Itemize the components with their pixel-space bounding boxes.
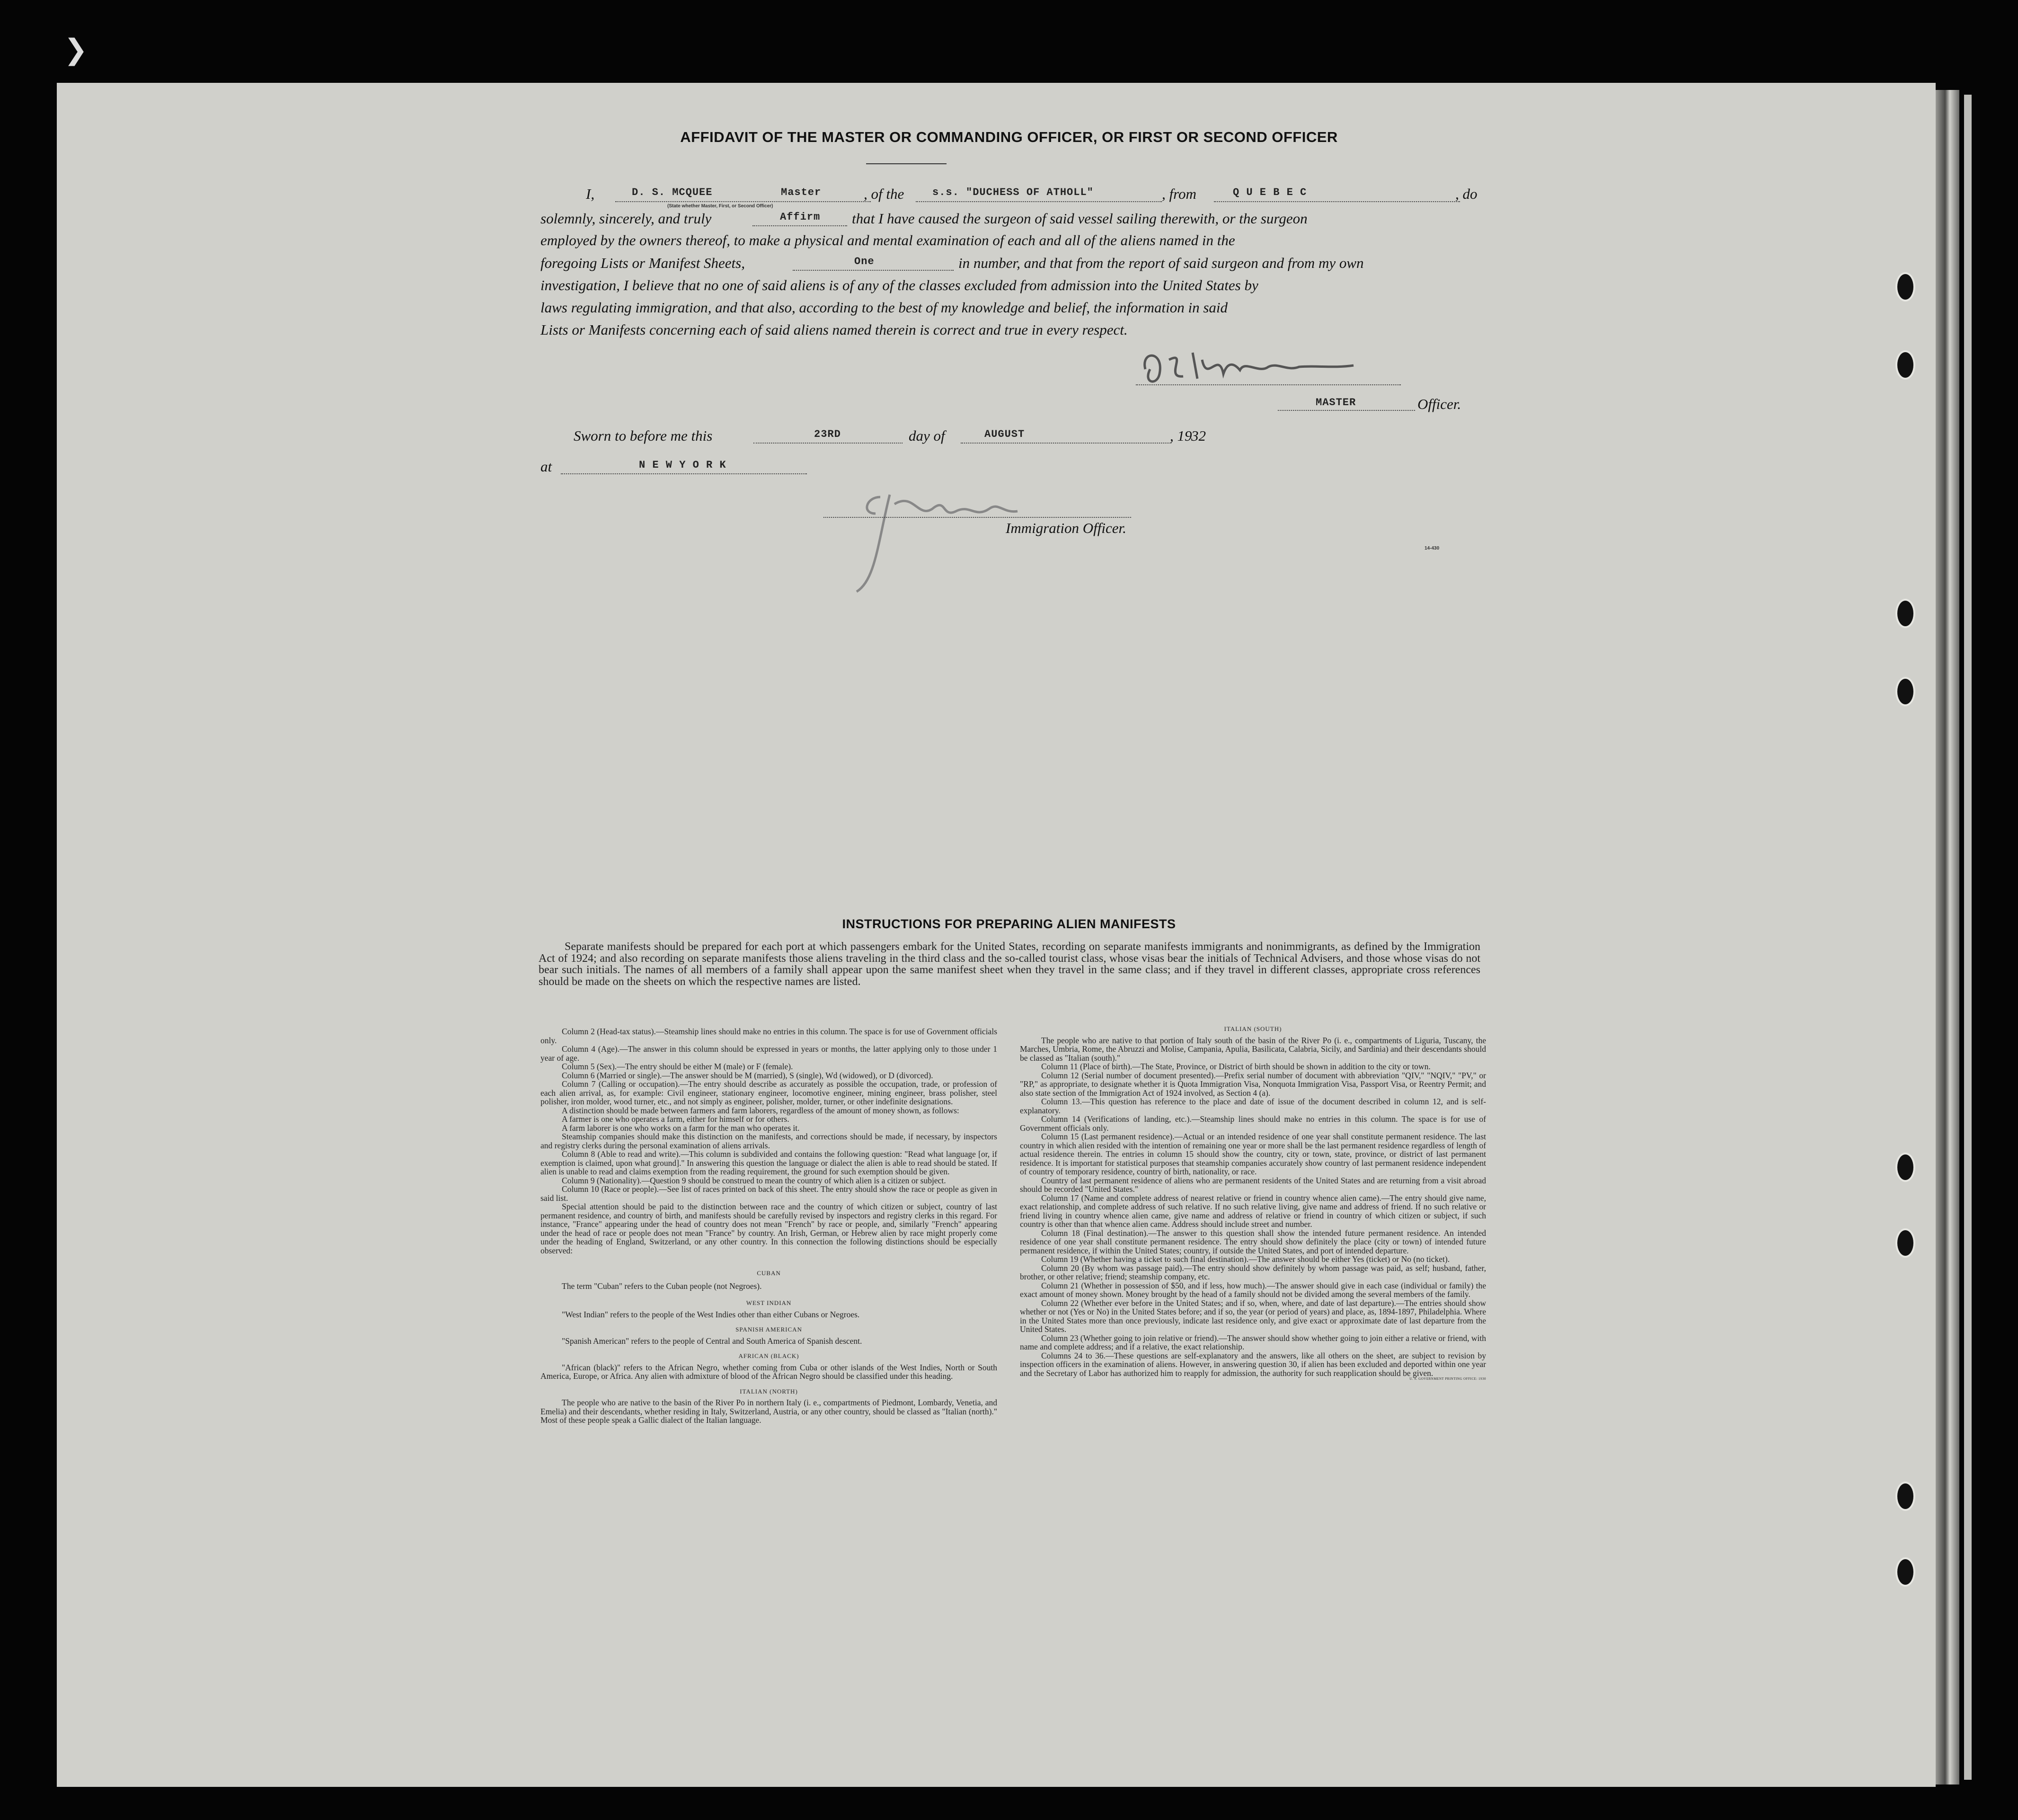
city-blank xyxy=(561,473,807,474)
signature-icon xyxy=(823,485,1145,594)
col5-paragraph: Column 5 (Sex).—The entry should be either M (male) or F (female). xyxy=(562,1062,793,1071)
vessel-blank xyxy=(916,201,1162,202)
spanish-american-definition: "Spanish American" refers to the people of Central and South America of Spanish descent. xyxy=(562,1336,862,1346)
sworn-day: 23RD xyxy=(814,428,841,440)
heading-west-indian: WEST INDIAN xyxy=(746,1299,792,1306)
punch-hole-icon xyxy=(1895,1153,1915,1182)
col13-paragraph: Column 13.—This question has reference to the place and date of issue of the document described in column 12, and is self-explanatory. xyxy=(1020,1097,1486,1115)
permanent-residence-note: Country of last permanent residence of aliens who are permanent residents of the United States and are returning from a visit abroad should be recorded "United States." xyxy=(1020,1175,1486,1194)
officer-label: Officer. xyxy=(1417,396,1461,412)
officer-note: (State whether Master, First, or Second Officer) xyxy=(667,204,773,209)
col9-paragraph: Column 9 (Nationality).—Question 9 should be construed to mean the country of which alien is a citizen or subject. xyxy=(562,1175,946,1185)
printer-credit: U. S. GOVERNMENT PRINTING OFFICE: 1930 xyxy=(1409,1377,1486,1381)
heading-cuban: CUBAN xyxy=(757,1270,781,1277)
col10-paragraph: Column 10 (Race or people).—See list of races printed on back of this sheet. The entry should show the race or people as given in said list. xyxy=(540,1184,997,1203)
punch-hole-icon xyxy=(1895,677,1915,706)
cuban-definition: The term "Cuban" refers to the Cuban people (not Negroes). xyxy=(562,1281,762,1291)
sworn-year: 32 xyxy=(1191,427,1206,444)
do-text: , do xyxy=(1455,186,1478,202)
african-definition: "African (black)" refers to the African Negro, whether coming from Cuba or other islands of the West Indies, North or South America, Europe, or Africa. Any alien with admixture of blood of the African Negro should be classified under this heading. xyxy=(540,1362,997,1381)
from-text: , from xyxy=(1162,186,1196,202)
day-blank xyxy=(753,443,903,444)
name-blank xyxy=(615,201,871,202)
master-sign-blank xyxy=(1136,384,1401,385)
col15-paragraph: Column 15 (Last permanent residence).—Actual or an intended residence of one year shall constitute permanent residence. The last country in which alien resided with the intention of remaining one year or more shall be the last permanent residence regardless of length of actual residence therein. The entries in column 15 should show the country, city or town, state, province, or district of last permanent residence. It is important for statistical purposes that steamship companies accurately show country of last permanent residence independent of country of temporary residence, country of birth, nationality, or race. xyxy=(1020,1132,1486,1176)
affidavit-line6: laws regulating immigration, and that also, according to the best of my knowledge and belief, the information in said xyxy=(540,299,1228,316)
punch-hole-icon xyxy=(1895,599,1915,628)
manifest-page xyxy=(57,83,1936,1787)
punch-hole-icon xyxy=(1895,350,1915,380)
col4-paragraph: Column 4 (Age).—The answer in this column should be expressed in years or months, the latter applying only to those under 1 year of age. xyxy=(540,1044,997,1063)
farm-laborer-definition: A farm laborer is one who works on a farm for the man who operates it. xyxy=(562,1123,800,1133)
sheet-count: One xyxy=(854,256,875,267)
punch-hole-icon xyxy=(1895,1228,1915,1258)
affidavit-line2a: solemnly, sincerely, and truly xyxy=(540,210,712,227)
col18-paragraph: Column 18 (Final destination).—The answer to this question shall show the intended future permanent residence. An intended residence of one year shall constitute permanent residence. The entry should show definitely the place (city or town) of intended future permanent residence, if within the United States; country, if outside the United States, and port of intended departure. xyxy=(1020,1228,1486,1255)
italian-south-definition: The people who are native to that portion of Italy south of the basin of the River Po (i. e., compartments of Liguria, Tuscany, the Marches, Umbria, Rome, the Abruzzi and Molise, Campania, Apulia, Basilicata, Calabria, Sicily, and Sardinia) and their descendants should be classed as "Italian (south)." xyxy=(1020,1035,1486,1063)
col2-paragraph: Column 2 (Head-tax status).—Steamship lines should make no entries in this column. The space is for use of Government officials only. xyxy=(540,1027,997,1045)
col24-36-paragraph: Columns 24 to 36.—These questions are self-explanatory and the answers, like all others on the sheet, are subject to revision by inspection officers in the examination of aliens. However, in answering question 30, if alien has been excluded and deported within one year and the Secretary of Labor has authorized him to reapply for admission, the authority for such reapplication should be given. xyxy=(1020,1350,1486,1378)
affidavit-line7: Lists or Manifests concerning each of said aliens named therein is correct and true in every respect. xyxy=(540,321,1128,338)
col22-paragraph: Column 22 (Whether ever before in the United States; and if so, when, where, and date of last departure).—The entries should show whether or not (Yes or No) in the United States before; and if so, the year (or period of years) and place, as, 1894-1897, Philadelphia. Where in the United States more than once previously, indicate last residence only, and give exact or approximate date of last departure from the United States. xyxy=(1020,1298,1486,1334)
col14-paragraph: Column 14 (Verifications of landing, etc.).—Steamship lines should make no entries in this column. The space is for use of Government officials only. xyxy=(1020,1114,1486,1133)
sworn-text: Sworn to before me this xyxy=(574,427,713,444)
affidavit-title: AFFIDAVIT OF THE MASTER OR COMMANDING OFFICER, OR FIRST OR SECOND OFFICER xyxy=(680,129,1338,145)
affidavit-line4a: foregoing Lists or Manifest Sheets, xyxy=(540,255,745,271)
affidavit-line3: employed by the owners thereof, to make a physical and mental examination of each and all of the aliens named in the xyxy=(540,232,1235,249)
affidavit-line2b: that I have caused the surgeon of said vessel sailing therewith, or the surgeon xyxy=(852,210,1308,227)
italian-north-definition: The people who are native to the basin of the River Po in northern Italy (i. e., compartments of Piedmont, Lombardy, Venetia, and Emelia) and their descendants, whether residing in Italy, Switzerland, Austria, or any other country, should be classed as "Italian (north)." Most of these people speak a Gallic dialect of the Italian language. xyxy=(540,1398,997,1425)
port-blank xyxy=(1214,201,1460,202)
col23-paragraph: Column 23 (Whether going to join relative or friend).—The answer should show whether going to join either a relative or friend, with name and complete address; and if a relative, the exact relationship. xyxy=(1020,1333,1486,1351)
col6-paragraph: Column 6 (Married or single).—The answer should be M (married), S (single), Wd (widowed), or D (divorced). xyxy=(562,1070,933,1080)
col20-paragraph: Column 20 (By whom was passage paid).—The entry should show definitely by whom passage was paid, as self; husband, father, brother, or other relative; friend; steamship company, etc. xyxy=(1020,1263,1486,1281)
instructions-intro: Separate manifests should be prepared for each port at which passengers embark for the United States, recording on separate manifests immigrants and nonimmigrants, as defined by the Immigration Act of 1924; and also recording on separate manifests those aliens traveling in the third class and the so-called tourist class, whose visas bear the initials of Technical Advisers, and those whose visas do not bear such initials. The names of all members of a family shall appear upon the same manifest sheet when they travel in the same class; and if they travel in different classes, appropriate cross references should be made on the sheets on which the respective names are listed. xyxy=(539,941,1480,988)
sheets-blank xyxy=(793,270,954,271)
immigration-sign-blank xyxy=(823,517,1131,518)
form-number: 14-430 xyxy=(1425,546,1440,551)
officer-rank: Master xyxy=(781,186,822,198)
of-the-text: , of the xyxy=(864,186,904,202)
departure-port: Q U E B E C xyxy=(1233,186,1307,198)
instructions-title: INSTRUCTIONS FOR PREPARING ALIEN MANIFESTS xyxy=(842,917,1176,931)
page-shadow xyxy=(1936,90,1959,1784)
binding-edge xyxy=(1964,95,1972,1780)
affidavit-i: I, xyxy=(586,186,595,202)
col19-paragraph: Column 19 (Whether having a ticket to such final destination).—The answer should be either Yes (ticket) or No (no ticket). xyxy=(1041,1254,1450,1264)
col21-paragraph: Column 21 (Whether in possession of $50, and if less, how much).—The answer should give in each case (individual or family) the exact amount of money shown. Money brought by the head of a family should not be divided among the several members of the family. xyxy=(1020,1280,1486,1299)
sworn-city: N E W Y O R K xyxy=(639,459,726,471)
farmer-distinction: A distinction should be made between farmers and farm laborers, regardless of the amount of money shown, as follows: xyxy=(562,1105,959,1115)
heading-african: AFRICAN (BLACK) xyxy=(738,1352,799,1359)
punch-hole-icon xyxy=(1895,1482,1915,1511)
steamship-corrections: Steamship companies should make this distinction on the manifests, and corrections should be made, if necessary, by inspectors and registry clerks during the personal examination of aliens arrivals. xyxy=(540,1132,997,1150)
heading-spanish-american: SPANISH AMERICAN xyxy=(735,1326,802,1333)
day-of-text: day of xyxy=(909,427,945,444)
rank-blank xyxy=(1278,410,1415,411)
farmer-definition: A farmer is one who operates a farm, either for himself or for others. xyxy=(562,1114,789,1124)
col7-paragraph: Column 7 (Calling or occupation).—The entry should describe as accurately as possible the occupation, trade, or profession of each alien arrival, as, for example: Civil engineer, stationary engineer, locomotive engineer, mining engineer, brass polisher, steel polisher, iron molder, wood turner, etc., and not simply as engineer, polisher, molder, turner, or other indefinite designations. xyxy=(540,1079,997,1106)
col12-paragraph: Column 12 (Serial number of document presented).—Prefix serial number of document with abbreviation "QIV," "NQIV," "PV," or "RP," as appropriate, to designate whether it is Quota Immigration Visa, Nonquota Immigration Visa, Passport Visa, or Reentry Permit; and also state section of the Immigration Act of 1924 involved, as Section 4 (a). xyxy=(1020,1070,1486,1098)
officer-name: D. S. MCQUEE xyxy=(632,186,713,198)
heading-italian-north: ITALIAN (NORTH) xyxy=(740,1387,798,1395)
oath-blank xyxy=(752,225,847,226)
corner-tag-icon: ❯ xyxy=(64,33,88,66)
year-prefix: , 19 xyxy=(1170,427,1192,444)
heading-italian-south: ITALIAN (SOUTH) xyxy=(1224,1025,1282,1032)
punch-hole-icon xyxy=(1895,1557,1915,1587)
col8-paragraph: Column 8 (Able to read and write).—This column is subdivided and contains the following question: "Read what language [or, if exemption is claimed, upon what ground]." In answering this question the language or dialect the alien is able to read should be stated. If alien is unable to read and claims exemption from the reading requirement, the ground for such exemption should be given. xyxy=(540,1149,997,1176)
title-rule xyxy=(866,163,947,164)
oath-type: Affirm xyxy=(780,211,821,223)
col11-paragraph: Column 11 (Place of birth).—The State, Province, or District of birth should be shown in addition to the city or town. xyxy=(1041,1062,1431,1071)
sworn-month: AUGUST xyxy=(984,428,1025,440)
immigration-officer-label: Immigration Officer. xyxy=(1006,520,1126,536)
race-distinction: Special attention should be paid to the distinction between race and the country of which citizen or subject, country of last permanent residence, and country of birth, and manifests should be carefully revised by inspectors and registry clerks in this regard. For instance, "France" appearing under the head of country does not mean "French" by race or people, and, similarly "French" appearing under the head of race or people does not mean "France" by country. An Irish, German, or Hebrew alien by race might properly come under the heading of England, Switzerland, or any other country. In this connection the following distinctions should be especially observed: xyxy=(540,1202,997,1255)
month-blank xyxy=(961,443,1171,444)
affidavit-line5: investigation, I believe that no one of said aliens is of any of the classes excluded from admission into the United States by xyxy=(540,277,1258,293)
punch-hole-icon xyxy=(1895,272,1915,302)
col17-paragraph: Column 17 (Name and complete address of nearest relative or friend in country whence alien came).—The entry should give name, exact relationship, and complete address of such relative. If no such relative living, give name and address of friend. If no such relative or friend living in country whence alien came, give name and address of relative or friend in country of which citizen or subject, if such country is other than that whence alien came. Address should include street and number. xyxy=(1020,1193,1486,1229)
signature-rank: MASTER xyxy=(1316,397,1356,408)
affidavit-line4b: in number, and that from the report of said surgeon and from my own xyxy=(958,255,1364,271)
west-indian-definition: "West Indian" refers to the people of the West Indies other than either Cubans or Negroes. xyxy=(562,1309,860,1319)
instructions-left-column xyxy=(540,1027,997,1425)
at-text: at xyxy=(540,458,552,475)
vessel-name: s.s. "DUCHESS OF ATHOLL" xyxy=(932,186,1094,198)
instructions-right-column xyxy=(1020,1025,1486,1384)
